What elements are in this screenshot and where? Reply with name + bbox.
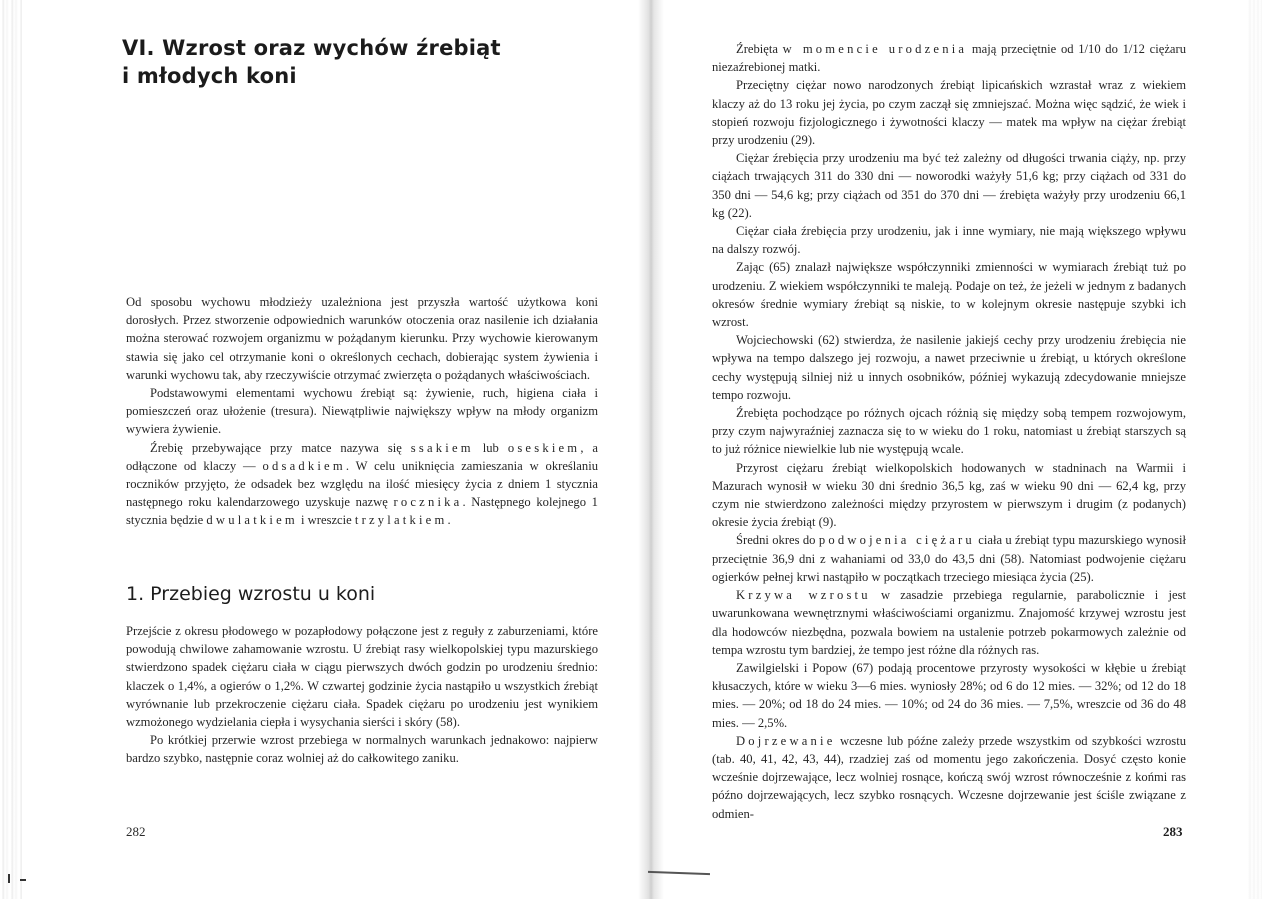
right-page-text — [712, 40, 1186, 823]
text-run: lub — [473, 440, 508, 455]
text-run: Zając (65) znalazł największe współczynniki zmienności w wymiarach źrebiąt tuż po urodzeniu. Z wiekiem współczynniki te maleją. Podaje on też, że jeżeli w jednym z badanych okresów średnie wymiary źrebiąt są niskie, to w kolejnym okresie następuje szybki ich wzrost. — [712, 260, 1186, 330]
chapter-title-line: VI. Wzrost oraz wychów źrebiąt — [122, 36, 501, 60]
text-run: ciała u źrebiąt typu mazurskiego wynosił przeciętnie 36,9 dni z wahaniami od 33,0 do 43,5 dni (58). Natomiast podwojenie ciężaru ogierków pełnej krwi nastąpiło w początkach trzeciego miesiąca życia (25). — [712, 533, 1186, 584]
paragraph — [126, 731, 598, 767]
text-run: Źrebię przebywające przy matce nazywa się — [150, 440, 411, 455]
paragraph — [712, 531, 1186, 586]
right-page — [712, 40, 1187, 839]
section-text — [126, 622, 598, 768]
text-run: Przejście z okresu płodowego w pozapłodowy połączone jest z reguły z zaburzeniami, które powodują chwilowe zahamowanie wzrostu. U źrebiąt rasy wielkopolskiej typu mazurskiego stwierdzono spadek ciężaru ciała w ciągu pierwszych dwóch godzin po urodzeniu średnio: klaczek o 1,4%, a ogierów o 1,2%. W czwartej godzinie życia nastąpiło u wszystkich źrebiąt wyrównanie lub przekroczenie ciężaru ciała. Spadek ciężaru po urodzeniu jest wynikiem wzmożonego wydzielania ciepła i wysychania sierści i skóry (58). — [126, 624, 598, 730]
text-run: Źrebięta pochodzące po różnych ojcach różnią się między sobą tempem rozwojowym, przy czym najwyraźniej zaznacza się to w wieku do 1 roku, natomiast u źrebiąt starszych są to już różnice niewielkie lub nie występują wcale. — [712, 406, 1186, 457]
text-run: Od sposobu wychowu młodzieży uzależniona jest przyszła wartość użytkowa koni dorosłych. Przez stworzenie odpowiednich warunków otoczenia oraz nasilenie ich działania można sterować rozwojem organizmu w pożądanym kierunku. Przy wychowie kierowanym stawia się jako cel otrzymanie koni o określonych cechach, dobierając system żywienia i warunki wychowu tak, aby rzeczywiście otrzymać zwierzęta o pożądanych właściwościach. — [126, 295, 598, 382]
emphasized-term: rocznika — [393, 495, 463, 510]
text-run: Przyrost ciężaru źrebiąt wielkopolskich hodowanych w stadninach na Warmii i Mazurach wynosił w wieku 30 dni średnio 36,5 kg, zaś w wieku 90 dni — 62,4 kg, przy czym nie stwierdzono zależności między przyrostem w pierwszym i drugim (z podanych) okresie życia źrebiąt (9). — [712, 460, 1186, 530]
text-run: mają przeciętnie od 1/10 do 1/12 ciężaru niezaźrebionej matki. — [712, 42, 1186, 75]
paragraph — [712, 732, 1186, 823]
emphasized-term: Dojrzewanie — [736, 733, 836, 748]
text-run: . — [447, 513, 451, 528]
paragraph — [126, 384, 598, 439]
section-heading: 1. Przebieg wzrostu u koni — [126, 583, 376, 605]
text-run: Wojciechowski (62) stwierdza, że nasilenie jakiejś cechy przy urodzeniu źrebięcia nie wpływa na tempo dalszego jej rozwoju, a nawet przeciwnie u źrebiąt, u których określone cechy występują silniej niż u innych osobników, później wykazują zdecydowanie mniejsze tempo rozwoju. — [712, 333, 1186, 402]
emphasized-term: trzylatkiem — [354, 513, 448, 528]
text-run: Ciężar źrebięcia przy urodzeniu ma być też zależny od długości trwania ciąży, np. przy ciążach trwających 311 do 330 dni — noworodki ważyły 51,6 kg; przy ciążach od 331 do 350 dni — 54,6 kg; przy ciążach od 351 do 370 dni — źrebięta ważyły przy urodzeniu 66,1 kg (22). — [712, 151, 1186, 220]
paragraph — [712, 222, 1186, 258]
text-run: . W celu uniknięcia zamieszania w określaniu roczników przyjęto, że odsadek bez względu na ilość miesięcy życia z dniem 1 stycznia następnego roku kalendarzowego uzyskuje nazwę — [126, 458, 598, 510]
text-run: Średni okres do — [736, 533, 819, 548]
text-run: i wreszcie — [297, 513, 355, 528]
text-run: . Następnego kolejnego 1 stycznia będzie — [126, 495, 598, 528]
paragraph — [712, 149, 1186, 222]
text-run: Podstawowymi elementami wychowu źrebiąt są: żywienie, ruch, higiena ciała i pomieszczeń oraz ułożenie (tresura). Niewątpliwie największy wpływ na młody organizm wywiera żywienie. — [126, 386, 598, 437]
text-run: Źrebięta — [736, 42, 783, 56]
emphasized-term: Krzywa wzrostu — [736, 588, 871, 603]
text-run: w zasadzie przebiega regularnie, parabolicznie i jest uwarunkowana wewnętrznymi właściwościami organizmu. Znajomość krzywej wzrostu jest dla hodowców niezbędna, pozwala bowiem na ustalenie potrzeb pokarmowych zależnie od tempa wzrostu tym bardziej, że tempo jest różne dla różnych ras. — [712, 588, 1187, 657]
text-run: Przeciętny ciężar nowo narodzonych źrebiąt lipicańskich wzrastał wraz z wiekiem klaczy aż do 13 roku jej życia, po czym zaczął się zmniejszać. Można więc sądzić, że wiek i stopień rozwoju fizjologicznego i żywotności klaczy — matek ma wpływ na ciężar źrebiąt przy urodzeniu (29). — [712, 78, 1186, 148]
paragraph — [712, 76, 1186, 149]
paragraph — [712, 404, 1186, 459]
scan-edge-right — [1248, 0, 1262, 899]
paragraph — [712, 40, 1186, 76]
paragraph — [712, 659, 1186, 732]
paragraph — [712, 586, 1186, 659]
scan-corner-mark — [8, 872, 38, 884]
page-number: 283 — [1163, 824, 1183, 839]
paragraph — [712, 258, 1186, 331]
paragraph — [126, 622, 598, 731]
chapter-title-line: i młodych koni — [122, 64, 297, 88]
paragraph — [712, 331, 1186, 404]
paragraph — [126, 439, 598, 530]
book-gutter — [638, 0, 664, 899]
text-run: , a odłączone od klaczy — — [126, 440, 599, 473]
emphasized-term: podwojenia ciężaru — [818, 533, 975, 548]
page-number: 282 — [126, 824, 146, 839]
emphasized-term: w momencie urodzenia — [782, 42, 968, 56]
text-run: Po krótkiej przerwie wzrost przebiega w normalnych warunkach jednakowo: najpierw bardzo szybko, następnie coraz wolniej aż do całkowitego zaniku. — [126, 733, 598, 766]
chapter-title — [122, 34, 600, 90]
scan-edge-left — [0, 0, 22, 899]
paragraph — [712, 459, 1186, 532]
emphasized-term: ssakiem — [410, 440, 474, 455]
paragraph — [126, 293, 598, 384]
text-run: Ciężar ciała źrebięcia przy urodzeniu, jak i inne wymiary, nie mają większego wpływu na dalszy rozwój. — [712, 224, 1186, 257]
emphasized-term: oseskiem — [507, 440, 581, 455]
emphasized-term: dwulatkiem — [206, 513, 298, 528]
emphasized-term: odsadkiem — [262, 458, 346, 473]
text-run: wczesne lub późne zależy przede wszystkim od szybkości wzrostu (tab. 40, 41, 42, 43, 44), rzadziej zaś od momentu jego zakończenia. Dosyć często konie wcześnie dojrzewające, lecz wolniej rosnące, kończą swój wzrost równocześnie z końmi ras późno dojrzewających, lecz szybko rosnących. Wczesne dojrzewanie jest ściśle związane z odmien- — [712, 733, 1186, 821]
text-run: Zawilgielski i Popow (67) podają procentowe przyrosty wysokości w kłębie u źrebiąt kłusaczych, które w wieku 3—6 mies. wyniosły 28%; od 6 do 12 mies. — 32%; od 12 do 18 mies. — 20%; od 18 do 24 mies. — 10%; od 24 do 36 mies. — 7,5%, wreszcie od 36 do 48 mies. — 2,5%. — [712, 660, 1186, 730]
intro-text — [126, 293, 598, 530]
